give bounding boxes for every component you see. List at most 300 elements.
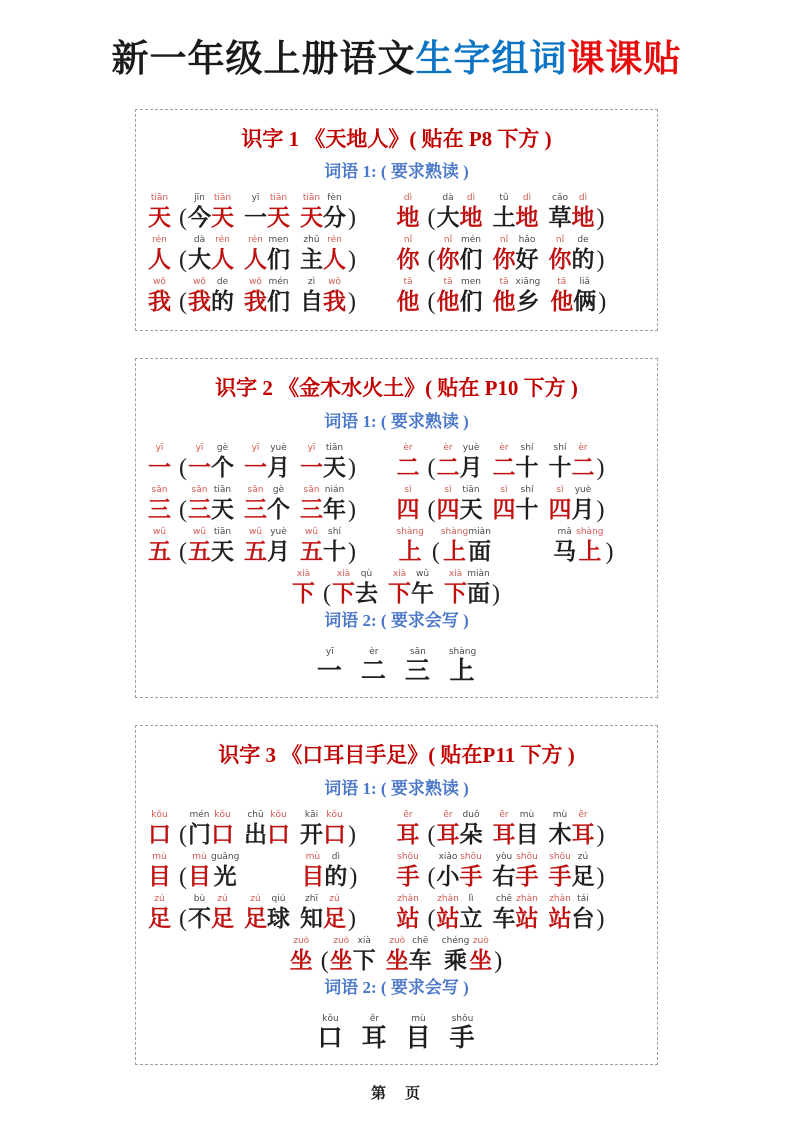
hanzi: (	[179, 205, 187, 232]
word	[188, 192, 234, 231]
char-cell	[300, 526, 323, 565]
char-cell	[323, 442, 346, 481]
paren	[178, 893, 188, 932]
pinyin: sì	[444, 484, 452, 495]
section-box	[135, 725, 658, 1065]
char-cell	[516, 276, 541, 315]
hanzi: 分	[323, 205, 346, 231]
char-cell	[516, 192, 539, 231]
char-cell	[437, 484, 460, 523]
char-cell	[397, 234, 420, 273]
hanzi: 不	[188, 906, 211, 931]
hanzi: 开	[300, 822, 323, 847]
hanzi: 天	[211, 205, 234, 231]
hanzi: 的	[324, 864, 348, 889]
hanzi: 手	[548, 864, 572, 889]
page-title	[0, 0, 793, 81]
char-cell	[211, 893, 234, 932]
hanzi: 四	[396, 496, 420, 522]
pinyin: wǔ	[304, 526, 319, 537]
word	[444, 568, 490, 607]
pinyin: yī	[155, 442, 164, 453]
char-cell	[211, 851, 239, 890]
char-cell	[267, 809, 290, 848]
char-cell	[493, 192, 516, 231]
paren	[491, 568, 501, 607]
hanzi: 目	[148, 864, 171, 889]
pinyin: miàn	[468, 526, 491, 537]
pinyin: dì	[578, 193, 588, 204]
pinyin: zhàn	[516, 894, 538, 904]
char-row	[144, 192, 649, 231]
hanzi: )	[348, 822, 356, 848]
word	[300, 809, 346, 848]
char-cell	[323, 809, 346, 848]
char-cell	[469, 935, 492, 974]
char-cell	[267, 234, 290, 273]
char-cell	[460, 234, 483, 273]
char-cell	[188, 442, 211, 481]
pinyin: zhàn	[549, 894, 571, 904]
word-group	[397, 442, 646, 481]
hanzi: 一	[316, 658, 343, 686]
hanzi: )	[348, 247, 356, 274]
char-cell	[317, 646, 343, 685]
word-group	[148, 484, 397, 523]
char-cell	[148, 526, 171, 565]
word	[549, 192, 595, 231]
hanzi: 土	[492, 205, 516, 231]
pinyin: shàng	[448, 647, 477, 658]
char-cell	[572, 851, 595, 890]
char-cell	[549, 893, 572, 932]
hanzi: 二	[436, 454, 460, 480]
pinyin: sān	[151, 484, 168, 495]
word	[300, 893, 346, 932]
pinyin: xià	[296, 568, 311, 579]
hanzi: )	[348, 289, 356, 316]
pinyin: yī	[251, 193, 260, 204]
hanzi: 足	[148, 906, 171, 931]
char-cell	[406, 1013, 432, 1052]
pinyin: yuè	[574, 484, 592, 495]
char-row	[144, 935, 649, 974]
word-group	[148, 234, 397, 273]
hanzi: 去	[355, 580, 378, 606]
char-cell	[411, 568, 434, 607]
char-cell	[188, 851, 211, 890]
hanzi: 耳	[396, 822, 420, 847]
hanzi: 右	[492, 864, 516, 889]
pinyin: shǒu	[516, 852, 538, 862]
char-cell	[148, 893, 171, 932]
char-cell	[317, 1013, 343, 1052]
word	[332, 568, 378, 607]
char-cell	[572, 893, 595, 932]
pinyin: chē	[495, 894, 513, 904]
char-cell	[148, 809, 171, 848]
pinyin: qiú	[271, 894, 286, 904]
pinyin: kǒu	[151, 810, 168, 820]
hanzi: (	[179, 864, 187, 890]
hanzi: 车	[492, 906, 516, 931]
hanzi: )	[596, 496, 605, 523]
paren	[178, 809, 188, 848]
hanzi: 面	[467, 580, 490, 606]
pinyin: sān	[303, 484, 320, 495]
hanzi: 二	[492, 454, 516, 480]
char-cell	[244, 192, 267, 231]
paren	[427, 893, 437, 932]
pinyin: wǒ	[249, 277, 262, 288]
hanzi: 上	[578, 538, 602, 564]
pinyin: duǒ	[462, 810, 480, 820]
pinyin: zuò	[389, 936, 406, 946]
pinyin: mù	[552, 810, 568, 820]
pinyin: gè	[272, 484, 285, 495]
hanzi: )	[494, 948, 503, 974]
char-cell	[211, 276, 234, 315]
word-group	[397, 234, 646, 273]
pinyin: tiān	[213, 526, 232, 537]
pinyin: zuò	[333, 936, 350, 946]
hanzi: 他	[492, 289, 516, 315]
pinyin: gè	[216, 442, 229, 453]
hanzi: 个	[267, 496, 290, 522]
word-group	[397, 809, 646, 848]
char-cell	[323, 484, 346, 523]
hanzi: (	[179, 247, 187, 274]
pinyin: tǔ	[499, 193, 509, 204]
char-cell	[437, 234, 460, 273]
hanzi: 大	[188, 247, 211, 273]
word-group	[148, 851, 397, 890]
char-cell	[267, 484, 290, 523]
char-cell	[188, 893, 211, 932]
hanzi: 足	[244, 906, 267, 931]
hanzi: )	[596, 822, 605, 848]
hanzi: (	[179, 289, 187, 316]
pinyin: tái	[577, 894, 589, 904]
char-cell	[397, 809, 420, 848]
pinyin: zú	[154, 894, 165, 904]
hanzi: 月	[571, 496, 595, 522]
char-cell	[549, 192, 572, 231]
sections	[0, 81, 793, 1066]
hanzi: 坐	[385, 948, 409, 973]
word	[549, 893, 595, 932]
hanzi: 足	[211, 906, 234, 931]
hanzi: 人	[148, 247, 171, 273]
word	[437, 893, 483, 932]
pinyin: dà	[442, 193, 454, 204]
word	[553, 526, 603, 565]
pinyin: rén	[248, 235, 263, 246]
hanzi: 的	[571, 247, 595, 273]
word-group	[292, 568, 501, 607]
char-cell	[549, 234, 572, 273]
pinyin: wǒ	[328, 277, 341, 288]
hanzi: 坐	[289, 948, 313, 973]
word-group	[290, 935, 504, 974]
word	[300, 484, 346, 523]
pinyin: zuò	[293, 936, 310, 946]
pinyin: zhī	[305, 894, 318, 904]
hanzi: 二	[396, 454, 420, 480]
hanzi: 手	[515, 864, 539, 889]
write-row	[144, 641, 649, 685]
hanzi: )	[605, 538, 614, 565]
paren	[427, 276, 437, 315]
pinyin: zì	[307, 277, 316, 288]
hanzi: )	[348, 205, 356, 232]
hanzi: 上	[442, 538, 466, 564]
hanzi: 手	[449, 1025, 476, 1053]
hanzi: 们	[459, 289, 483, 315]
hanzi: )	[596, 864, 605, 890]
word	[437, 809, 483, 848]
char-cell	[355, 568, 378, 607]
pinyin: men	[268, 235, 289, 246]
char-cell	[397, 526, 424, 565]
word-group	[397, 192, 646, 231]
char-cell	[188, 234, 211, 273]
hanzi: (	[179, 496, 187, 523]
hanzi: 自	[300, 289, 323, 315]
pinyin: zhǔ	[303, 235, 320, 246]
hanzi: 一	[148, 454, 171, 480]
hanzi: (	[323, 580, 331, 607]
word	[437, 192, 483, 231]
paren	[604, 526, 614, 565]
char-cell	[290, 935, 313, 974]
pinyin: dì	[466, 193, 476, 204]
hanzi: 天	[300, 205, 323, 231]
pinyin: shí	[328, 526, 341, 537]
hanzi: 上	[449, 658, 476, 686]
char-cell	[361, 646, 387, 685]
char-cell	[467, 568, 490, 607]
char-cell	[437, 442, 460, 481]
hanzi: )	[348, 496, 356, 523]
word	[493, 484, 539, 523]
hanzi: 小	[436, 864, 460, 889]
char-cell	[211, 192, 234, 231]
pinyin: dì	[331, 852, 340, 862]
hanzi: 我	[148, 289, 171, 315]
paren	[347, 809, 357, 848]
word	[244, 484, 290, 523]
word	[549, 484, 595, 523]
hanzi: (	[427, 496, 436, 523]
char-cell	[244, 893, 267, 932]
hanzi: (	[427, 822, 436, 848]
pinyin: tiān	[150, 193, 169, 204]
pinyin: wǔ	[248, 526, 263, 537]
pinyin: mù	[519, 810, 535, 820]
char-cell	[516, 851, 539, 890]
pinyin: liǎ	[579, 277, 591, 288]
pinyin: tā	[443, 277, 453, 288]
char-cell	[388, 568, 411, 607]
hanzi: 出	[244, 822, 267, 847]
hanzi: 一	[244, 205, 267, 231]
char-cell	[437, 809, 460, 848]
word	[244, 276, 290, 315]
paren	[347, 276, 357, 315]
pinyin: chē	[412, 936, 429, 946]
pinyin: ěr	[578, 810, 588, 820]
char-cell	[330, 935, 353, 974]
hanzi: 口	[211, 822, 234, 847]
pinyin: lì	[468, 894, 474, 904]
char-row	[144, 568, 649, 607]
pinyin: qù	[360, 568, 373, 579]
hanzi: 十	[548, 454, 572, 480]
char-cell	[267, 276, 290, 315]
pinyin: kǒu	[270, 810, 287, 820]
hanzi: 下	[444, 580, 467, 606]
pinyin: chū	[247, 810, 264, 820]
hanzi: 球	[267, 906, 290, 931]
hanzi: )	[348, 454, 356, 481]
char-cell	[493, 234, 516, 273]
section-subtitle: 词语 1: ( 要求熟读 )	[324, 161, 469, 181]
pinyin: yuè	[270, 442, 287, 453]
hanzi: (	[427, 247, 436, 274]
pinyin: mén	[460, 235, 481, 246]
hanzi: (	[427, 454, 436, 481]
pinyin: yuè	[462, 442, 480, 453]
char-cell	[576, 526, 603, 565]
hanzi: 天	[459, 496, 483, 522]
hanzi: 下	[388, 580, 411, 606]
word	[188, 442, 234, 481]
word	[549, 809, 595, 848]
char-cell	[211, 484, 234, 523]
pinyin: mǎ	[557, 526, 572, 537]
pinyin: tiān	[325, 442, 344, 453]
pinyin: xià	[448, 568, 463, 579]
title-blue-part: 生字组词	[415, 39, 568, 80]
char-cell	[549, 851, 572, 890]
paren	[597, 276, 607, 315]
hanzi: 三	[148, 496, 171, 522]
hanzi: 五	[300, 538, 323, 564]
pinyin: ěr	[443, 810, 453, 820]
char-cell	[572, 484, 595, 523]
char-cell	[323, 192, 346, 231]
hanzi: 你	[548, 247, 572, 273]
hanzi: 他	[550, 289, 574, 315]
char-cell	[300, 893, 323, 932]
char-cell	[516, 234, 539, 273]
word	[188, 276, 234, 315]
hanzi: 三	[300, 496, 323, 522]
char-row	[144, 442, 649, 481]
word	[550, 276, 596, 315]
pinyin: shǒu	[397, 852, 419, 862]
word-group	[397, 276, 646, 315]
char-cell	[493, 276, 516, 315]
pinyin: wǔ	[192, 526, 207, 537]
paren	[347, 893, 357, 932]
word	[493, 276, 541, 315]
char-cell	[323, 893, 346, 932]
word-group	[397, 893, 646, 932]
char-cell	[437, 192, 460, 231]
pinyin: xià	[392, 568, 407, 579]
hanzi: (	[179, 822, 187, 848]
hanzi: 十	[323, 538, 346, 564]
pinyin: nǐ	[443, 235, 453, 246]
char-cell	[211, 526, 234, 565]
pinyin: sì	[500, 484, 508, 495]
pinyin: chéng	[441, 936, 470, 946]
char-cell	[493, 484, 516, 523]
char-cell	[493, 851, 516, 890]
word	[300, 192, 346, 231]
pinyin: jīn	[194, 193, 205, 204]
char-cell	[300, 192, 323, 231]
word	[188, 526, 234, 565]
char-cell	[244, 276, 267, 315]
hanzi: 人	[211, 247, 234, 273]
hanzi: 门	[188, 822, 211, 847]
paren	[427, 809, 437, 848]
hanzi: 年	[323, 496, 346, 522]
char-row	[144, 234, 649, 273]
word	[549, 442, 595, 481]
paren	[178, 442, 188, 481]
char-cell	[188, 484, 211, 523]
hanzi: 他	[396, 289, 420, 315]
hanzi: 目	[188, 864, 211, 889]
pinyin: guāng	[211, 852, 240, 862]
char-cell	[300, 442, 323, 481]
hanzi: (	[427, 289, 436, 316]
word-group	[148, 192, 397, 231]
hanzi: )	[492, 580, 500, 607]
pinyin: sì	[404, 484, 412, 495]
pinyin: xiǎo	[438, 852, 458, 862]
word	[437, 234, 483, 273]
pinyin: ěr	[403, 810, 413, 820]
char-cell	[332, 568, 355, 607]
char-cell	[244, 809, 267, 848]
paren	[178, 484, 188, 523]
char-cell	[292, 568, 315, 607]
char-row	[144, 893, 649, 932]
pinyin: kǒu	[214, 810, 231, 820]
pinyin: mén	[268, 277, 289, 288]
hanzi: 口	[148, 822, 171, 847]
hanzi: 三	[404, 658, 431, 686]
char-cell	[493, 893, 516, 932]
hanzi: 个	[211, 454, 234, 480]
hanzi: 四	[436, 496, 460, 522]
pinyin: zuò	[472, 936, 489, 946]
pinyin: rén	[327, 235, 342, 246]
word	[244, 442, 290, 481]
hanzi: 上	[398, 538, 422, 564]
hanzi: 地	[396, 205, 420, 231]
paren	[493, 935, 503, 974]
word	[188, 851, 239, 890]
hanzi: 你	[396, 247, 420, 273]
char-cell	[188, 526, 211, 565]
char-cell	[386, 935, 409, 974]
